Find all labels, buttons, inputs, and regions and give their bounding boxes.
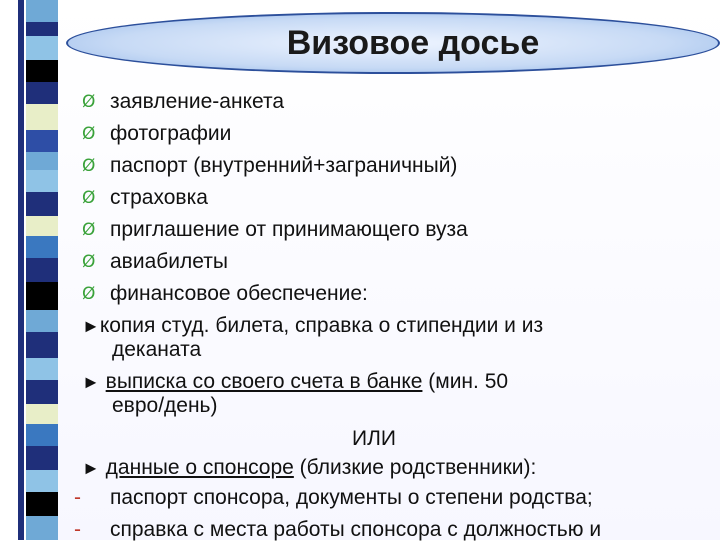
triangle-bullet-icon: ►	[82, 316, 100, 336]
page-title: Визовое досье	[286, 23, 540, 62]
arrow-bullet-icon: Ø	[82, 92, 96, 112]
triangle-bullet-icon: ►	[82, 458, 100, 478]
list-item	[82, 182, 712, 214]
list-item-text: страховка	[110, 186, 208, 209]
list-item-text: заявление-анкета	[110, 90, 285, 113]
list-item-text: авиабилеты	[110, 250, 228, 273]
list-item-text: финансовое обеспечение:	[110, 282, 368, 305]
sub-item-text: копия студ. билета, справка о стипендии и из	[99, 314, 544, 337]
arrow-bullet-icon: Ø	[82, 124, 96, 144]
list-item-text: паспорт (внутренний+заграничный)	[110, 154, 458, 177]
list-item	[82, 214, 712, 246]
sub-item-text-cont: деканата	[112, 338, 202, 361]
list-item	[82, 278, 712, 310]
sub-item-bank-statement	[82, 370, 712, 418]
list-item	[82, 118, 712, 150]
list-item-text: приглашение от принимающего вуза	[110, 218, 468, 241]
arrow-bullet-icon: Ø	[82, 188, 96, 208]
or-separator: ИЛИ	[352, 427, 396, 450]
arrow-bullet-icon: Ø	[82, 220, 96, 240]
sub-item-student-docs	[82, 314, 712, 362]
list-item	[82, 246, 712, 278]
dash-list-item	[74, 482, 712, 514]
dash-bullet-icon: -	[74, 486, 81, 509]
list-item	[82, 86, 712, 118]
dash-bullet-icon: -	[74, 518, 81, 541]
sub-item-text: (мин. 50	[422, 370, 509, 393]
triangle-bullet-icon: ►	[82, 372, 100, 392]
arrow-bullet-icon: Ø	[82, 284, 96, 304]
sub-item-text-cont: евро/день)	[112, 394, 218, 417]
sub-item-sponsor	[82, 454, 712, 482]
dash-list-item	[74, 514, 712, 546]
arrow-bullet-icon: Ø	[82, 252, 96, 272]
slide-content	[74, 86, 712, 546]
sub-item-underlined: выписка со своего счета в банке	[105, 370, 423, 393]
decorative-stripe	[0, 0, 58, 540]
dash-item-text: паспорт спонсора, документы о степени родства;	[110, 486, 593, 509]
arrow-bullet-icon: Ø	[82, 156, 96, 176]
stripe-line	[18, 0, 24, 540]
sub-item-text: (близкие родственники):	[293, 456, 537, 479]
list-item-text: фотографии	[110, 122, 232, 145]
sub-item-underlined: данные о спонсоре	[105, 456, 294, 479]
dash-item-text: справка с места работы спонсора с должностью и	[110, 518, 602, 541]
list-item	[82, 150, 712, 182]
